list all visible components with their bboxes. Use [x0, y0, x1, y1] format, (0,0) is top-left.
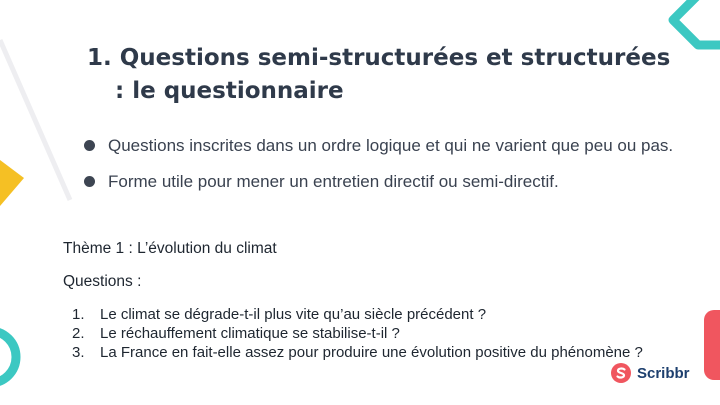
bullet-item — [84, 166, 684, 198]
question-number: 3. — [72, 344, 85, 361]
scribbr-logo-icon — [610, 362, 632, 384]
bullet-dot-icon — [84, 176, 95, 187]
teal-ring-shape — [0, 322, 22, 392]
bullet-list — [84, 130, 684, 198]
bullet-dot-icon — [84, 140, 95, 151]
slide-title — [87, 42, 717, 108]
question-item — [63, 343, 713, 362]
slide-title-line1: 1. Questions semi-structurées et structurées — [87, 45, 671, 71]
question-text: Le réchauffement climatique se stabilise-t-il ? — [100, 325, 400, 342]
question-item — [63, 305, 713, 324]
yellow-triangle-shape — [0, 158, 26, 208]
questions-list — [63, 305, 713, 362]
question-number: 1. — [72, 306, 85, 323]
scribbr-logo — [610, 362, 690, 384]
bullet-text: Forme utile pour mener un entretien directif ou semi-directif. — [108, 172, 559, 191]
bullet-item — [84, 130, 684, 162]
bullet-text: Questions inscrites dans un ordre logique et qui ne varient que peu ou pas. — [108, 136, 674, 155]
question-text: La France en fait-elle assez pour produire une évolution positive du phénomène ? — [100, 344, 643, 361]
theme-line: Thème 1 : L’évolution du climat — [63, 240, 277, 257]
question-text: Le climat se dégrade-t-il plus vite qu’au siècle précédent ? — [100, 306, 487, 323]
question-number: 2. — [72, 325, 85, 342]
logo-text: Scribbr — [637, 364, 690, 382]
question-item — [63, 324, 713, 343]
slide-title-line2: : le questionnaire — [115, 78, 344, 104]
questions-label: Questions : — [63, 273, 142, 290]
